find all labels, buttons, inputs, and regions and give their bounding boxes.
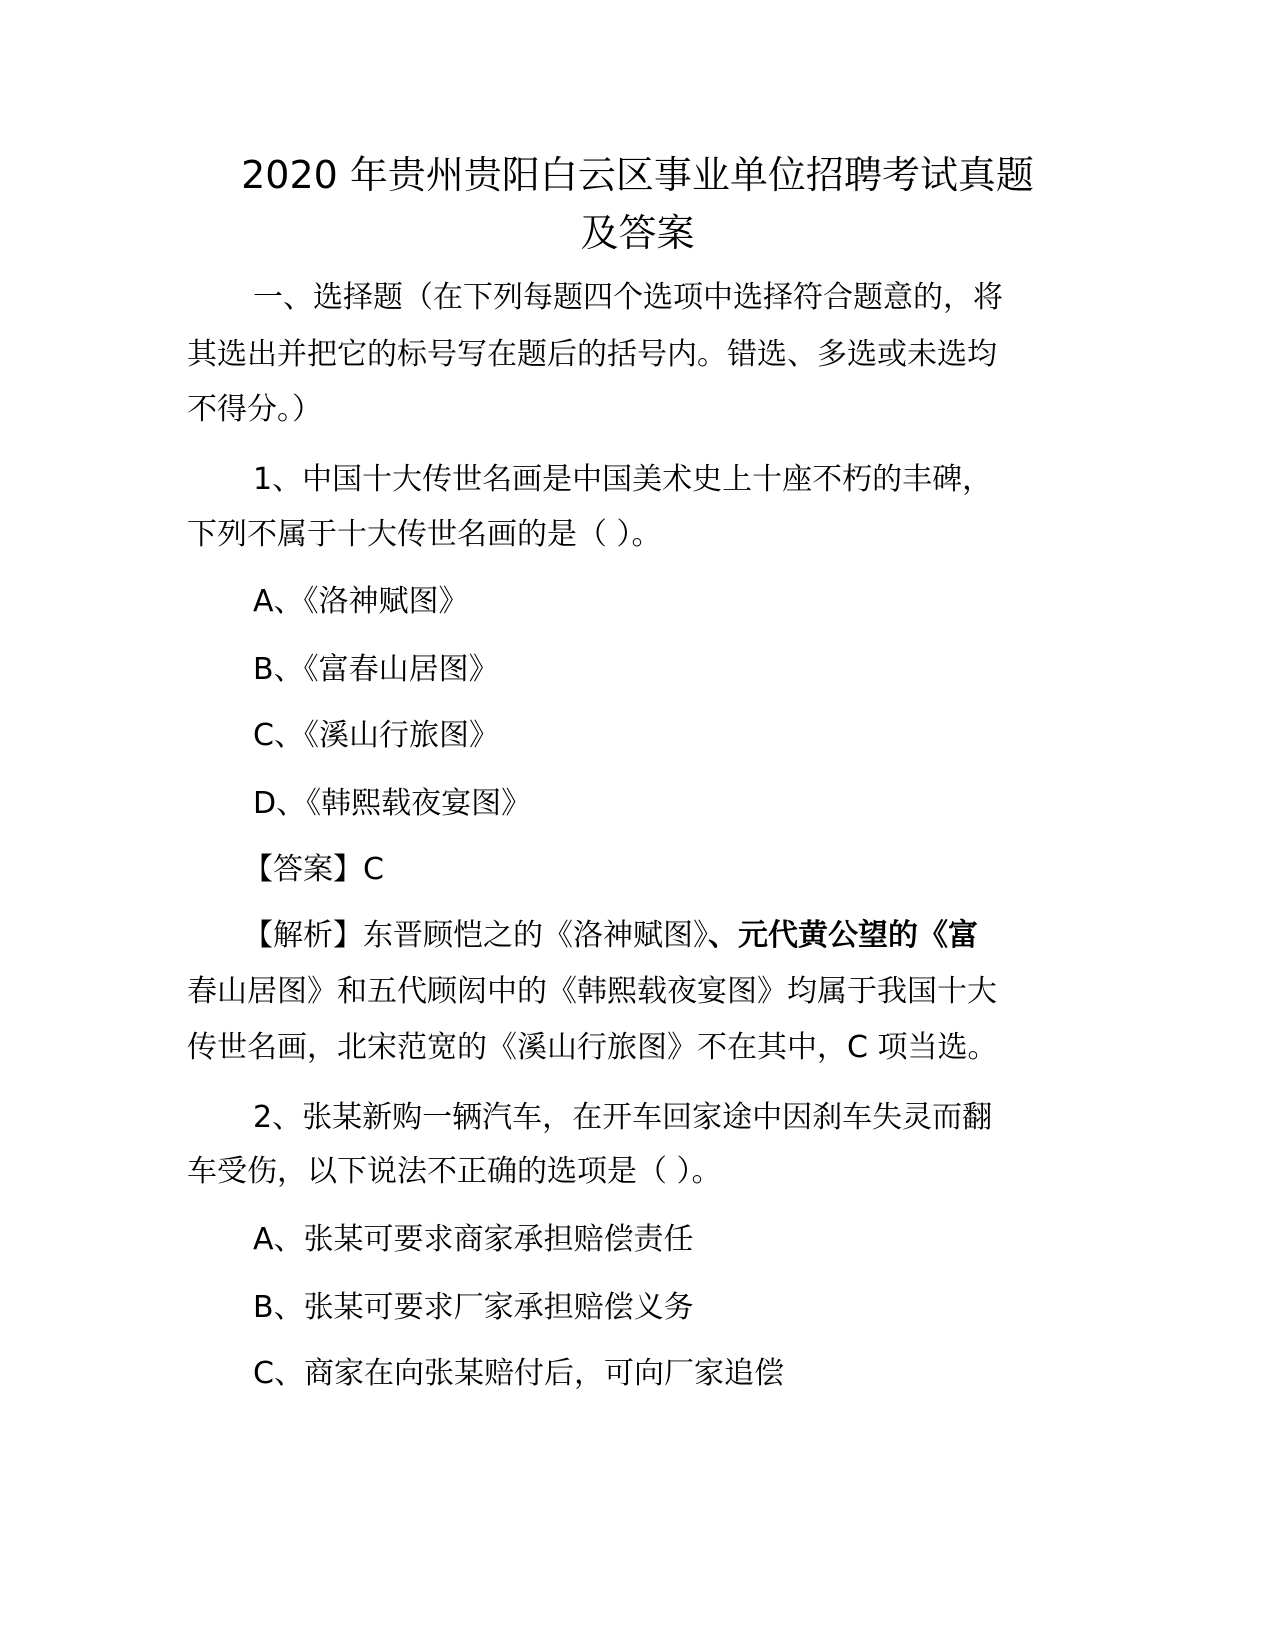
title-line-1: 2020 年贵州贵阳白云区事业单位招聘考试真题 — [241, 153, 1034, 197]
question-1-analysis-line-1 — [243, 916, 1275, 956]
question-2-stem-line-1: 2、张某新购一辆汽车，在开车回家途中因刹车失灵而翻 — [253, 1100, 993, 1135]
question-2-option-a: A、张某可要求商家承担赔偿责任 — [253, 1222, 694, 1257]
question-1-option-d: D、《韩熙载夜宴图》 — [253, 786, 532, 821]
section-intro-line-1: 一、选择题（在下列每题四个选项中选择符合题意的，将 — [253, 280, 1003, 315]
question-1-stem-line-2: 下列不属于十大传世名画的是（ ）。 — [187, 517, 662, 552]
question-1-stem-line-1: 1、中国十大传世名画是中国美术史上十座不朽的丰碑， — [253, 462, 993, 497]
analysis-label: 【解析】 — [243, 918, 363, 953]
page-title — [150, 146, 1125, 262]
section-intro-line-2: 其选出并把它的标号写在题后的括号内。错选、多选或未选均 — [187, 337, 997, 372]
analysis-line-1-part-b: 、元代黄公望的《富 — [708, 918, 978, 953]
question-2-stem-line-2: 车受伤，以下说法不正确的选项是（ ）。 — [187, 1154, 722, 1189]
title-line-2: 及答案 — [580, 211, 695, 255]
question-1-option-c: C、《溪山行旅图》 — [253, 718, 499, 753]
question-1-analysis-line-2: 春山居图》和五代顾闳中的《韩熙载夜宴图》均属于我国十大 — [187, 974, 997, 1009]
question-2-option-b: B、张某可要求厂家承担赔偿义务 — [253, 1290, 694, 1325]
question-2-option-c: C、商家在向张某赔付后，可向厂家追偿 — [253, 1356, 784, 1391]
analysis-line-1-part-a: 东晋顾恺之的《洛神赋图》 — [363, 918, 708, 953]
question-1-analysis-line-3: 传世名画，北宋范宽的《溪山行旅图》不在其中，C 项当选。 — [187, 1030, 998, 1065]
section-intro-line-3: 不得分。） — [187, 392, 322, 427]
question-1-answer: 【答案】C — [243, 852, 384, 887]
question-1-option-a: A、《洛神赋图》 — [253, 584, 469, 619]
question-1-option-b: B、《富春山居图》 — [253, 652, 499, 687]
